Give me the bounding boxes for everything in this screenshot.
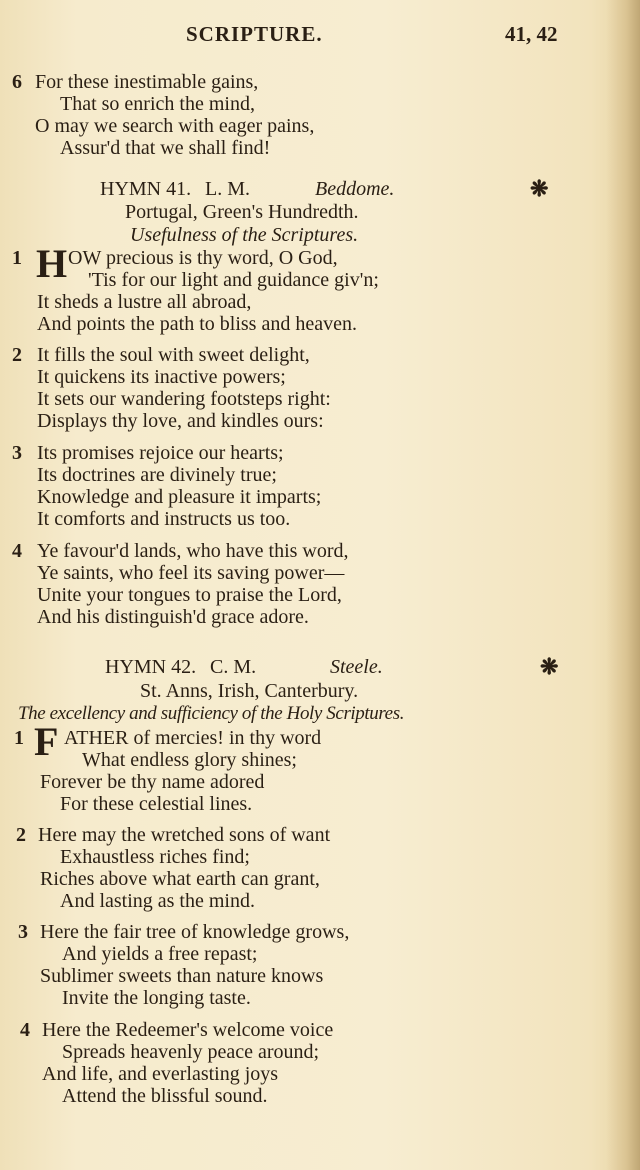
verse-line: Forever be thy name adored (40, 771, 265, 793)
verse-line: Its promises rejoice our hearts; (37, 442, 284, 464)
verse-line: That so enrich the mind, (60, 93, 255, 115)
hymn-meter: L. M. (205, 178, 250, 200)
verse-line: Here the Redeemer's welcome voice (42, 1019, 334, 1041)
verse-line: And points the path to bliss and heaven. (37, 313, 357, 335)
ornament-icon: ❋ (540, 654, 559, 679)
stanza-number: 2 (12, 344, 22, 366)
verse-line: Attend the blissful sound. (62, 1085, 268, 1107)
drop-cap: F (34, 719, 59, 764)
hymn-subject: Usefulness of the Scriptures. (130, 224, 359, 246)
verse-line: Assur'd that we shall find! (60, 137, 271, 159)
verse-line: O may we search with eager pains, (35, 115, 315, 137)
hymn-subject: The excellency and sufficiency of the Holy Scriptures. (18, 703, 405, 724)
verse-line: Ye favour'd lands, who have this word, (37, 540, 349, 562)
verse-line: Invite the longing taste. (62, 987, 251, 1009)
stanza-number: 1 (12, 247, 22, 269)
hymn-author: Steele. (330, 656, 383, 678)
stanza-number: 6 (12, 71, 22, 93)
verse-line: Spreads heavenly peace around; (62, 1041, 320, 1063)
verse-line: Its doctrines are divinely true; (37, 464, 277, 486)
running-title: SCRIPTURE. (186, 22, 323, 46)
stanza-number: 2 (16, 824, 26, 846)
hymn-label: HYMN 41. (100, 178, 192, 200)
ornament-icon: ❋ (530, 176, 549, 201)
verse-line: It sets our wandering footsteps right: (37, 388, 331, 410)
verse-line: Riches above what earth can grant, (40, 868, 320, 890)
verse-line: 'Tis for our light and guidance giv'n; (88, 269, 379, 291)
verse-line: For these celestial lines. (60, 793, 253, 815)
verse-line: Knowledge and pleasure it imparts; (37, 486, 322, 508)
verse-line: And his distinguish'd grace adore. (37, 606, 309, 628)
verse-line: Here the fair tree of knowledge grows, (40, 921, 350, 943)
verse-line: It comforts and instructs us too. (37, 508, 291, 530)
running-header (0, 22, 640, 52)
hymn-label: HYMN 42. (105, 656, 197, 678)
verse-line: Sublimer sweets than nature knows (40, 965, 324, 987)
hymn-meter: C. M. (210, 656, 257, 678)
stanza-number: 3 (18, 921, 28, 943)
stanza-number: 1 (14, 727, 24, 749)
verse-line: Exhaustless riches find; (60, 846, 250, 868)
hymn-author: Beddome. (315, 178, 395, 200)
hymn-tunes: St. Anns, Irish, Canterbury. (140, 680, 359, 702)
verse-line: And yields a free repast; (62, 943, 258, 965)
verse-line: OW precious is thy word, O God, (68, 247, 338, 269)
drop-cap: H (36, 241, 68, 286)
verse-line: And life, and everlasting joys (42, 1063, 279, 1085)
verse-line: What endless glory shines; (82, 749, 297, 771)
verse-line: Here may the wretched sons of want (38, 824, 331, 846)
verse-line: Ye saints, who feel its saving power— (37, 562, 345, 584)
verse-line: Unite your tongues to praise the Lord, (37, 584, 342, 606)
stanza-number: 4 (12, 540, 22, 562)
verse-line: It sheds a lustre all abroad, (37, 291, 252, 313)
page-edge-shadow (606, 0, 640, 1170)
verse-line: For these inestimable gains, (35, 71, 259, 93)
stanza-number: 3 (12, 442, 22, 464)
verse-line: And lasting as the mind. (60, 890, 255, 912)
hymn-tunes: Portugal, Green's Hundredth. (125, 201, 359, 223)
stanza-number: 4 (20, 1019, 30, 1041)
verse-line: It fills the soul with sweet delight, (37, 344, 310, 366)
verse-line: It quickens its inactive powers; (37, 366, 286, 388)
verse-line: ATHER of mercies! in thy word (64, 727, 322, 749)
verse-line: Displays thy love, and kindles ours: (37, 410, 324, 432)
page-numbers: 41, 42 (505, 22, 558, 46)
